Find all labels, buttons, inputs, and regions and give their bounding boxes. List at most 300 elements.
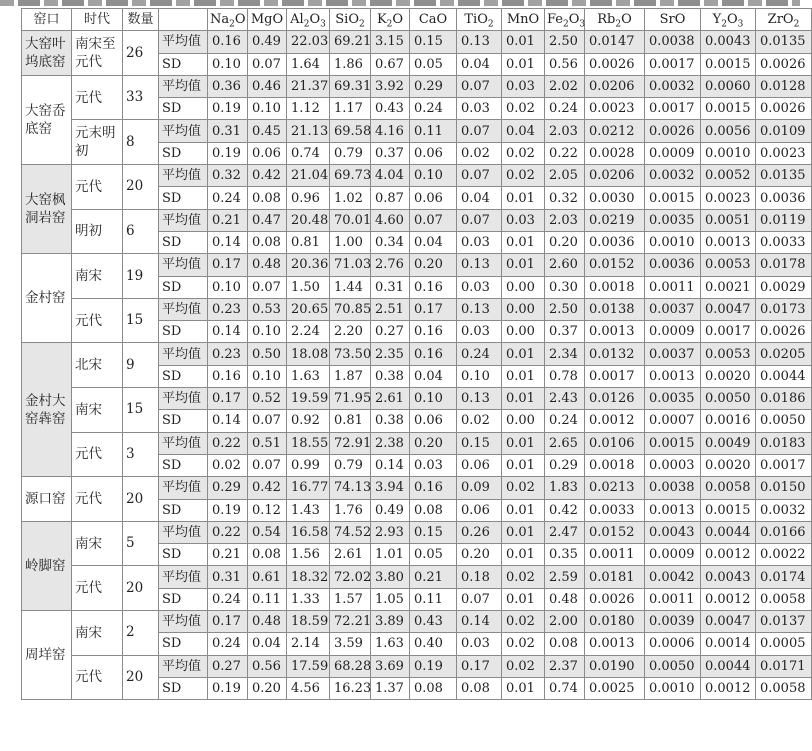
value-cell: 0.0043 (701, 31, 756, 53)
value-cell: 0.87 (371, 187, 410, 209)
value-cell: 0.14 (208, 321, 248, 343)
value-cell: 0.15 (410, 521, 457, 543)
value-cell: 0.04 (248, 633, 287, 655)
value-cell: 0.53 (248, 298, 287, 320)
period-cell: 元代 (72, 432, 123, 477)
value-cell: 3.92 (371, 75, 410, 97)
value-cell: 0.0012 (701, 544, 756, 566)
value-cell: 0.01 (502, 521, 545, 543)
value-cell: 74.52 (330, 521, 371, 543)
value-cell: 0.10 (248, 98, 287, 120)
value-cell: 0.01 (502, 31, 545, 53)
value-cell: 18.55 (287, 432, 330, 454)
value-cell: 0.10 (248, 365, 287, 387)
value-cell: 2.61 (330, 544, 371, 566)
value-cell: 0.01 (502, 544, 545, 566)
period-cell: 北宋 (72, 343, 123, 388)
value-cell: 0.0213 (585, 477, 645, 499)
value-cell: 0.01 (502, 588, 545, 610)
value-cell: 0.0028 (585, 142, 645, 164)
value-cell: 0.10 (208, 53, 248, 75)
value-cell: 0.43 (410, 611, 457, 633)
table-row (22, 521, 812, 543)
value-cell: 0.19 (208, 142, 248, 164)
period-cell: 南宋 (72, 521, 123, 566)
value-cell: 20.36 (287, 254, 330, 276)
value-cell: 0.0126 (585, 388, 645, 410)
value-cell: 0.19 (410, 655, 457, 677)
stat-label-sd: SD (159, 53, 208, 75)
value-cell: 0.19 (208, 677, 248, 699)
header-oxide: $Al_2O_3$ (287, 9, 330, 31)
value-cell: 71.95 (330, 388, 371, 410)
value-cell: 0.22 (545, 142, 585, 164)
stat-label-sd: SD (159, 142, 208, 164)
value-cell: 21.13 (287, 120, 330, 142)
value-cell: 0.19 (208, 98, 248, 120)
value-cell: 0.0109 (756, 120, 812, 142)
sample-count-cell: 3 (123, 432, 159, 477)
value-cell: 0.0043 (701, 566, 756, 588)
value-cell: 0.0011 (645, 588, 701, 610)
value-cell: 0.00 (502, 298, 545, 320)
value-cell: 0.14 (208, 410, 248, 432)
value-cell: 0.13 (457, 31, 502, 53)
sample-count-cell: 20 (123, 165, 159, 210)
table-row (22, 254, 812, 276)
value-cell: 0.0138 (585, 298, 645, 320)
period-cell: 元代 (72, 298, 123, 343)
value-cell: 0.0026 (585, 588, 645, 610)
value-cell: 0.20 (248, 677, 287, 699)
value-cell: 2.00 (545, 611, 585, 633)
value-cell: 0.74 (287, 142, 330, 164)
value-cell: 0.0015 (701, 53, 756, 75)
stat-label-sd: SD (159, 499, 208, 521)
value-cell: 0.18 (457, 566, 502, 588)
value-cell: 0.48 (545, 588, 585, 610)
value-cell: 0.0044 (756, 365, 812, 387)
value-cell: 0.14 (371, 454, 410, 476)
value-cell: 21.04 (287, 165, 330, 187)
value-cell: 0.0205 (756, 343, 812, 365)
value-cell: 0.51 (248, 432, 287, 454)
table-row (22, 655, 812, 677)
table-row (22, 209, 812, 231)
value-cell: 2.43 (545, 388, 585, 410)
value-cell: 1.00 (330, 231, 371, 253)
value-cell: 0.47 (248, 209, 287, 231)
value-cell: 0.08 (545, 633, 585, 655)
value-cell: 0.24 (545, 98, 585, 120)
value-cell: 0.07 (410, 209, 457, 231)
sample-count-cell: 6 (123, 209, 159, 254)
stat-label-sd: SD (159, 276, 208, 298)
value-cell: 0.0053 (701, 343, 756, 365)
period-cell: 元代 (72, 566, 123, 611)
table-row (22, 343, 812, 365)
header-row (22, 9, 812, 31)
value-cell: 1.76 (330, 499, 371, 521)
table-row (22, 388, 812, 410)
value-cell: 0.0166 (756, 521, 812, 543)
stat-label-mean: 平均值 (159, 477, 208, 499)
value-cell: 1.33 (287, 588, 330, 610)
value-cell: 3.59 (330, 633, 371, 655)
value-cell: 0.0007 (645, 410, 701, 432)
value-cell: 1.63 (287, 365, 330, 387)
value-cell: 3.69 (371, 655, 410, 677)
value-cell: 0.92 (287, 410, 330, 432)
value-cell: 0.12 (248, 499, 287, 521)
value-cell: 0.10 (208, 276, 248, 298)
value-cell: 0.0005 (756, 633, 812, 655)
value-cell: 0.0013 (701, 231, 756, 253)
value-cell: 0.0017 (645, 53, 701, 75)
value-cell: 0.0014 (701, 633, 756, 655)
table-row (22, 120, 812, 142)
value-cell: 0.04 (457, 187, 502, 209)
value-cell: 69.21 (330, 31, 371, 53)
value-cell: 0.06 (410, 142, 457, 164)
sample-count-cell: 33 (123, 75, 159, 120)
value-cell: 0.21 (410, 566, 457, 588)
value-cell: 19.59 (287, 388, 330, 410)
value-cell: 16.23 (330, 677, 371, 699)
stat-label-sd: SD (159, 454, 208, 476)
value-cell: 0.04 (410, 365, 457, 387)
value-cell: 0.0023 (585, 98, 645, 120)
value-cell: 0.07 (248, 276, 287, 298)
value-cell: 0.13 (457, 388, 502, 410)
value-cell: 0.0044 (701, 655, 756, 677)
value-cell: 2.34 (545, 343, 585, 365)
value-cell: 0.38 (371, 410, 410, 432)
value-cell: 0.0174 (756, 566, 812, 588)
value-cell: 4.60 (371, 209, 410, 231)
value-cell: 0.20 (545, 231, 585, 253)
value-cell: 0.0058 (756, 588, 812, 610)
value-cell: 0.01 (502, 254, 545, 276)
composition-table (21, 8, 812, 700)
value-cell: 0.03 (502, 209, 545, 231)
value-cell: 0.0038 (645, 31, 701, 53)
value-cell: 0.02 (502, 477, 545, 499)
header-oxide: $Fe_2O_3$ (545, 9, 585, 31)
value-cell: 0.02 (502, 566, 545, 588)
value-cell: 0.02 (457, 142, 502, 164)
value-cell: 3.94 (371, 477, 410, 499)
value-cell: 0.0029 (756, 276, 812, 298)
value-cell: 0.11 (248, 588, 287, 610)
value-cell: 0.56 (248, 655, 287, 677)
value-cell: 0.0009 (645, 321, 701, 343)
value-cell: 0.10 (248, 321, 287, 343)
value-cell: 0.37 (371, 142, 410, 164)
value-cell: 0.01 (502, 231, 545, 253)
value-cell: 0.67 (371, 53, 410, 75)
value-cell: 2.60 (545, 254, 585, 276)
value-cell: 0.01 (502, 388, 545, 410)
value-cell: 0.0013 (585, 633, 645, 655)
value-cell: 0.23 (208, 343, 248, 365)
value-cell: 0.0036 (645, 254, 701, 276)
value-cell: 0.0017 (756, 454, 812, 476)
value-cell: 0.0206 (585, 75, 645, 97)
value-cell: 0.54 (248, 521, 287, 543)
value-cell: 0.00 (502, 410, 545, 432)
value-cell: 17.59 (287, 655, 330, 677)
value-cell: 0.79 (330, 454, 371, 476)
value-cell: 74.13 (330, 477, 371, 499)
value-cell: 0.0012 (585, 410, 645, 432)
value-cell: 0.48 (248, 611, 287, 633)
value-cell: 20.65 (287, 298, 330, 320)
header-count: 数量 (123, 9, 159, 31)
value-cell: 0.0026 (585, 53, 645, 75)
value-cell: 0.03 (457, 633, 502, 655)
value-cell: 0.08 (248, 544, 287, 566)
value-cell: 0.0015 (701, 499, 756, 521)
value-cell: 0.16 (208, 365, 248, 387)
value-cell: 0.0106 (585, 432, 645, 454)
value-cell: 0.37 (545, 321, 585, 343)
value-cell: 0.0135 (756, 165, 812, 187)
sample-count-cell: 19 (123, 254, 159, 299)
value-cell: 0.0150 (756, 477, 812, 499)
value-cell: 0.08 (248, 231, 287, 253)
value-cell: 0.0010 (645, 231, 701, 253)
value-cell: 0.0042 (645, 566, 701, 588)
table-row (22, 477, 812, 499)
sample-count-cell: 15 (123, 388, 159, 433)
value-cell: 2.47 (545, 521, 585, 543)
value-cell: 0.48 (248, 254, 287, 276)
value-cell: 22.03 (287, 31, 330, 53)
cropped-caption-strip (0, 0, 800, 6)
table-row (22, 611, 812, 633)
value-cell: 0.36 (208, 75, 248, 97)
value-cell: 0.0023 (701, 187, 756, 209)
value-cell: 0.08 (457, 677, 502, 699)
value-cell: 0.10 (457, 365, 502, 387)
value-cell: 70.85 (330, 298, 371, 320)
stat-label-mean: 平均值 (159, 209, 208, 231)
value-cell: 69.58 (330, 120, 371, 142)
value-cell: 1.86 (330, 53, 371, 75)
value-cell: 0.49 (371, 499, 410, 521)
value-cell: 0.0009 (645, 142, 701, 164)
stat-label-sd: SD (159, 365, 208, 387)
value-cell: 0.02 (502, 98, 545, 120)
value-cell: 2.14 (287, 633, 330, 655)
kiln-name-cell: 源口窑 (22, 477, 72, 522)
value-cell: 0.07 (457, 165, 502, 187)
value-cell: 0.78 (545, 365, 585, 387)
value-cell: 0.74 (545, 677, 585, 699)
header-stat (159, 9, 208, 31)
value-cell: 0.05 (410, 53, 457, 75)
value-cell: 0.0147 (585, 31, 645, 53)
value-cell: 0.38 (371, 365, 410, 387)
period-cell: 元末明初 (72, 120, 123, 165)
header-oxide: CaO (410, 9, 457, 31)
stat-label-sd: SD (159, 588, 208, 610)
value-cell: 0.50 (248, 343, 287, 365)
value-cell: 0.09 (457, 477, 502, 499)
value-cell: 0.27 (371, 321, 410, 343)
value-cell: 0.20 (410, 432, 457, 454)
value-cell: 0.0152 (585, 254, 645, 276)
header-oxide: $K_2O$ (371, 9, 410, 31)
kiln-name-cell: 周垟窑 (22, 611, 72, 700)
value-cell: 0.0132 (585, 343, 645, 365)
value-cell: 0.32 (208, 165, 248, 187)
kiln-name-cell: 大窑叶坞底窑 (22, 31, 72, 76)
value-cell: 0.0022 (756, 544, 812, 566)
value-cell: 0.0017 (701, 321, 756, 343)
table-body (22, 31, 812, 700)
value-cell: 0.06 (410, 410, 457, 432)
value-cell: 0.0058 (701, 477, 756, 499)
value-cell: 0.04 (457, 53, 502, 75)
stat-label-mean: 平均值 (159, 298, 208, 320)
value-cell: 0.0049 (701, 432, 756, 454)
value-cell: 18.32 (287, 566, 330, 588)
value-cell: 0.0010 (645, 677, 701, 699)
value-cell: 0.0173 (756, 298, 812, 320)
value-cell: 0.27 (208, 655, 248, 677)
value-cell: 0.43 (371, 98, 410, 120)
stat-label-mean: 平均值 (159, 165, 208, 187)
stat-label-mean: 平均值 (159, 655, 208, 677)
value-cell: 0.13 (457, 298, 502, 320)
value-cell: 1.37 (371, 677, 410, 699)
value-cell: 0.56 (545, 53, 585, 75)
value-cell: 69.31 (330, 75, 371, 97)
value-cell: 0.0032 (645, 165, 701, 187)
stat-label-mean: 平均值 (159, 566, 208, 588)
value-cell: 0.0003 (645, 454, 701, 476)
stat-label-sd: SD (159, 544, 208, 566)
header-oxide: ZrO$_2$ (756, 9, 812, 31)
value-cell: 0.11 (410, 120, 457, 142)
value-cell: 0.24 (410, 98, 457, 120)
value-cell: 0.07 (457, 120, 502, 142)
value-cell: 2.65 (545, 432, 585, 454)
value-cell: 0.31 (371, 276, 410, 298)
value-cell: 0.0015 (645, 432, 701, 454)
value-cell: 0.0011 (645, 276, 701, 298)
value-cell: 0.07 (457, 588, 502, 610)
value-cell: 0.0212 (585, 120, 645, 142)
value-cell: 18.08 (287, 343, 330, 365)
value-cell: 0.0036 (756, 187, 812, 209)
stat-label-sd: SD (159, 677, 208, 699)
value-cell: 0.49 (248, 31, 287, 53)
value-cell: 0.15 (457, 432, 502, 454)
header-oxide: $Na_2O$ (208, 9, 248, 31)
value-cell: 0.0010 (701, 142, 756, 164)
value-cell: 0.31 (208, 566, 248, 588)
value-cell: 0.0152 (585, 521, 645, 543)
value-cell: 0.01 (502, 432, 545, 454)
value-cell: 0.06 (457, 499, 502, 521)
stat-label-mean: 平均值 (159, 611, 208, 633)
value-cell: 0.0018 (585, 454, 645, 476)
value-cell: 0.0026 (756, 321, 812, 343)
kiln-name-cell: 岭脚窑 (22, 521, 72, 610)
value-cell: 4.16 (371, 120, 410, 142)
header-oxide: $Rb_2O$ (585, 9, 645, 31)
value-cell: 0.06 (248, 142, 287, 164)
value-cell: 0.23 (208, 298, 248, 320)
value-cell: 0.17 (410, 298, 457, 320)
value-cell: 0.29 (410, 75, 457, 97)
value-cell: 0.0009 (645, 544, 701, 566)
value-cell: 0.02 (502, 655, 545, 677)
value-cell: 2.50 (545, 31, 585, 53)
value-cell: 0.96 (287, 187, 330, 209)
stat-label-sd: SD (159, 633, 208, 655)
header-oxide: TiO$_2$ (457, 9, 502, 31)
value-cell: 0.24 (208, 588, 248, 610)
value-cell: 0.17 (208, 611, 248, 633)
header-oxide: MgO (248, 9, 287, 31)
stat-label-mean: 平均值 (159, 388, 208, 410)
value-cell: 0.01 (502, 343, 545, 365)
value-cell: 72.21 (330, 611, 371, 633)
value-cell: 0.16 (410, 276, 457, 298)
value-cell: 0.0190 (585, 655, 645, 677)
value-cell: 0.81 (330, 410, 371, 432)
value-cell: 0.03 (410, 454, 457, 476)
value-cell: 0.0013 (585, 321, 645, 343)
value-cell: 2.38 (371, 432, 410, 454)
value-cell: 0.0030 (585, 187, 645, 209)
value-cell: 0.0219 (585, 209, 645, 231)
value-cell: 0.0186 (756, 388, 812, 410)
value-cell: 0.20 (457, 544, 502, 566)
value-cell: 4.56 (287, 677, 330, 699)
value-cell: 0.0032 (756, 499, 812, 521)
value-cell: 0.42 (248, 165, 287, 187)
value-cell: 1.64 (287, 53, 330, 75)
value-cell: 0.32 (545, 187, 585, 209)
value-cell: 0.0020 (701, 454, 756, 476)
value-cell: 1.50 (287, 276, 330, 298)
value-cell: 0.07 (248, 410, 287, 432)
value-cell: 2.03 (545, 120, 585, 142)
value-cell: 0.16 (410, 321, 457, 343)
sample-count-cell: 20 (123, 655, 159, 700)
period-cell: 元代 (72, 477, 123, 522)
value-cell: 0.0128 (756, 75, 812, 97)
value-cell: 0.0032 (645, 75, 701, 97)
value-cell: 0.0178 (756, 254, 812, 276)
value-cell: 0.0036 (585, 231, 645, 253)
period-cell: 南宋 (72, 388, 123, 433)
value-cell: 0.16 (208, 31, 248, 53)
value-cell: 0.24 (208, 633, 248, 655)
value-cell: 1.02 (330, 187, 371, 209)
value-cell: 0.0037 (645, 343, 701, 365)
value-cell: 0.02 (502, 633, 545, 655)
value-cell: 0.08 (248, 187, 287, 209)
value-cell: 0.0021 (701, 276, 756, 298)
value-cell: 3.89 (371, 611, 410, 633)
value-cell: 0.10 (410, 165, 457, 187)
